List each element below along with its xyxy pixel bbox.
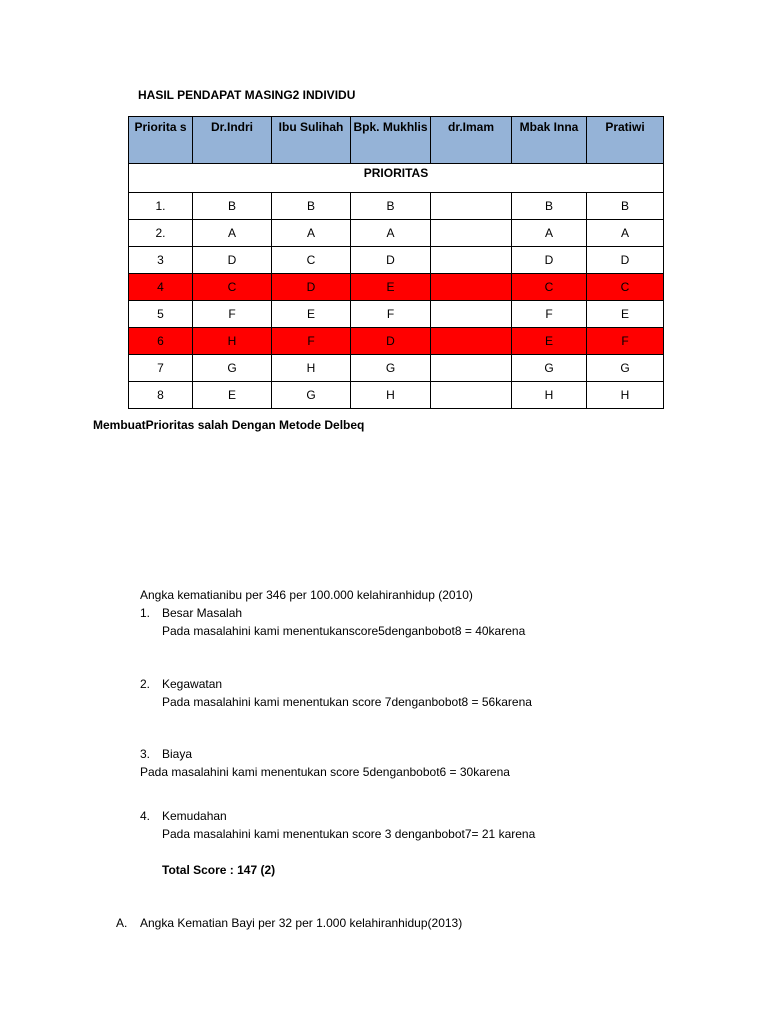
table-cell: F — [587, 328, 664, 355]
header-cell: Priorita s — [129, 117, 193, 164]
priority-rank-cell: 2. — [129, 220, 193, 247]
table-cell: H — [587, 382, 664, 409]
criterion-detail: Pada masalahini kami menentukan score 5denganbobot6 = 30karena — [140, 765, 510, 779]
total-score: Total Score : 147 (2) — [162, 863, 276, 877]
table-cell: H — [512, 382, 587, 409]
section-subtitle: MembuatPrioritas salah Dengan Metode Delbeq — [93, 418, 365, 432]
document-title: HASIL PENDAPAT MASING2 INDIVIDU — [138, 88, 356, 102]
intro-text: Angka kematianibu per 346 per 100.000 kelahiranhidup (2010) — [140, 588, 473, 602]
table-cell — [431, 274, 512, 301]
table-cell: H — [272, 355, 351, 382]
criterion-label: Biaya — [162, 747, 193, 761]
header-cell: Pratiwi — [587, 117, 664, 164]
table-cell: G — [193, 355, 272, 382]
priority-rank-cell: 1. — [129, 193, 193, 220]
table-cell: F — [193, 301, 272, 328]
table-row — [129, 382, 664, 409]
list-marker: A. — [116, 916, 128, 930]
table-row — [129, 220, 664, 247]
table-cell: F — [272, 328, 351, 355]
criterion-label: Besar Masalah — [162, 606, 243, 620]
table-cell: D — [512, 247, 587, 274]
table-row — [129, 355, 664, 382]
table-cell: E — [587, 301, 664, 328]
table-cell: B — [193, 193, 272, 220]
table-cell: D — [193, 247, 272, 274]
table-cell: A — [193, 220, 272, 247]
table-row — [129, 274, 664, 301]
table-cell: C — [272, 247, 351, 274]
table-cell — [431, 382, 512, 409]
criterion-label: Kemudahan — [162, 809, 227, 823]
table-row — [129, 247, 664, 274]
table-cell: D — [351, 328, 431, 355]
table-cell — [431, 328, 512, 355]
table-cell: D — [587, 247, 664, 274]
criterion-detail: Pada masalahini kami menentukanscore5denganbobot8 = 40karena — [162, 624, 526, 638]
criterion-number: 4. — [140, 809, 151, 823]
priority-rank-cell: 5 — [129, 301, 193, 328]
table-cell: E — [272, 301, 351, 328]
criterion-number: 1. — [140, 606, 151, 620]
table-cell: C — [587, 274, 664, 301]
header-cell: Mbak Inna — [512, 117, 587, 164]
table-cell: G — [587, 355, 664, 382]
table-subheader-row — [129, 164, 664, 193]
table-cell: G — [512, 355, 587, 382]
priority-rank-cell: 6 — [129, 328, 193, 355]
priority-table — [128, 116, 664, 409]
table-cell: A — [351, 220, 431, 247]
header-cell: Ibu Sulihah — [272, 117, 351, 164]
table-cell: E — [351, 274, 431, 301]
table-cell: E — [512, 328, 587, 355]
priority-rank-cell: 8 — [129, 382, 193, 409]
table-cell: B — [512, 193, 587, 220]
table-cell — [431, 247, 512, 274]
table-cell: A — [587, 220, 664, 247]
table-cell: G — [272, 382, 351, 409]
table-row — [129, 301, 664, 328]
table-cell: B — [272, 193, 351, 220]
table-cell: C — [512, 274, 587, 301]
table-cell: F — [351, 301, 431, 328]
criterion-label: Kegawatan — [162, 677, 223, 691]
table-header-row — [129, 117, 664, 164]
table-row — [129, 328, 664, 355]
priority-rank-cell: 4 — [129, 274, 193, 301]
criterion-number: 2. — [140, 677, 151, 691]
table-row — [129, 193, 664, 220]
table-cell: D — [272, 274, 351, 301]
criterion-detail: Pada masalahini kami menentukan score 7denganbobot8 = 56karena — [162, 695, 532, 709]
table-cell: A — [512, 220, 587, 247]
criterion-detail: Pada masalahini kami menentukan score 3 denganbobot7= 21 karena — [162, 827, 536, 841]
table-cell — [431, 220, 512, 247]
table-cell: D — [351, 247, 431, 274]
subheader-cell: PRIORITAS — [129, 164, 664, 193]
table-cell — [431, 301, 512, 328]
table-cell: B — [351, 193, 431, 220]
criterion-number: 3. — [140, 747, 151, 761]
table-cell: A — [272, 220, 351, 247]
table-cell: G — [351, 355, 431, 382]
priority-rank-cell: 3 — [129, 247, 193, 274]
header-cell: Dr.Indri — [193, 117, 272, 164]
header-cell: Bpk. Mukhlis — [351, 117, 431, 164]
table-cell: H — [351, 382, 431, 409]
table-cell: E — [193, 382, 272, 409]
table-cell: C — [193, 274, 272, 301]
table-cell: B — [587, 193, 664, 220]
header-cell: dr.Imam — [431, 117, 512, 164]
priority-rank-cell: 7 — [129, 355, 193, 382]
table-cell — [431, 193, 512, 220]
table-cell: H — [193, 328, 272, 355]
table-cell: F — [512, 301, 587, 328]
table-cell — [431, 355, 512, 382]
next-item-text: Angka Kematian Bayi per 32 per 1.000 kelahiranhidup(2013) — [140, 916, 463, 930]
